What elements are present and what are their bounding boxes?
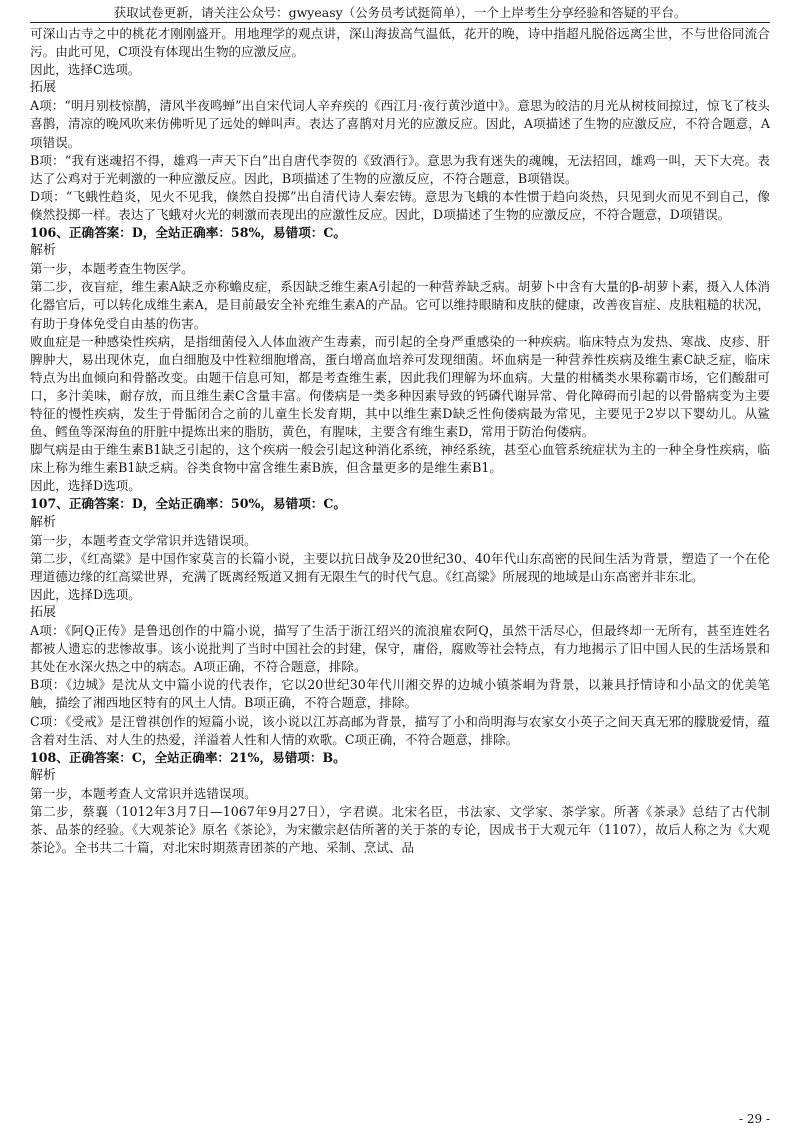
paragraph: A项：《阿Q正传》是鲁迅创作的中篇小说，描写了生活于浙江绍兴的流浪雇农阿Q，虽然干活尽心，但最终却一无所有，甚至连姓名都被人遗忘的悲惨故事。该小说批判了当时中国社会的封建，保守，庸俗，腐败等社会特点，有力地揭示了旧中国人民的生活场景和其处在水深火热之中的病态。A项正确，不符合题意，排除。 [30,623,770,675]
paragraph: 第一步，本题考查文学常识并选错误项。 [30,532,257,548]
paragraph: 第一步，本题考查生物医学。 [30,261,194,277]
paragraph: 第一步，本题考查人文常识并选错误项。 [30,785,257,801]
section-label: 解析 [30,514,57,530]
section-label: 解析 [30,243,57,259]
section-label: 拓展 [30,80,57,96]
paragraph: 第二步，夜盲症，维生素A缺乏亦称蟾皮症，系因缺乏维生素A引起的一种营养缺乏病。胡萝卜中含有大量的β-胡萝卜素，摄入人体消化器官后，可以转化成维生素A，是目前最安全补充维生素A的产品。它可以维持眼睛和皮肤的健康，改善夜盲症、皮肤粗糙的状况，有助于身体免受自由基的伤害。 [30,279,770,331]
paragraph: 因此，选择C选项。 [30,62,141,78]
paragraph: 第二步，蔡襄（1012年3月7日—1067年9月27日），字君谟。北宋名臣，书法家、文学家、茶学家。所著《茶录》总结了古代制茶、品茶的经验。《大观茶论》原名《茶论》，为宋徽宗赵佶所著的关于茶的专论，因成书于大观元年（1107），故后人称之为《大观茶论》。全书共二十篇，对北宋时期蒸青团茶的产地、采制、烹试、品 [30,804,770,856]
page-number: - 29 - [738,1112,770,1126]
page-header: 获取试卷更新，请关注公众号：gwyeasy（公务员考试挺简单），一个上岸考生分享经验和答疑的平台。 [30,4,770,23]
paragraph: D项：“飞蛾性趋炎，见火不见我，倏然自投掷”出自清代诗人秦宏铸。意思为飞蛾的本性惯于趋向炎热，只见到火而见不到自己，像倏然投掷一样。表达了飞蛾对火光的刺激而表现出的应激性反应。因此，D项描述了生物的应激反应，不符合题意，D项错误。 [30,188,770,222]
paragraph: 第二步，《红高粱》是中国作家莫言的长篇小说，主要以抗日战争及20世纪30、40年代山东高密的民间生活为背景，塑造了一个在伦理道德边缘的红高粱世界，充满了既离经叛道又拥有无限生气的时代气息。《红高粱》所展现的地域是山东高密并非东北。 [30,550,770,584]
section-label: 解析 [30,767,57,783]
paragraph: 因此，选择D选项。 [30,478,141,494]
paragraph: 因此，选择D选项。 [30,586,141,602]
paragraph: C项：《受戒》是汪曾祺创作的短篇小说，该小说以江苏高邮为背景，描写了小和尚明海与农家女小英子之间天真无邪的朦胧爱情，蕴含着对生活、对人生的热爱，洋溢着人性和人情的欢歌。C项正确，不符合题意，排除。 [30,713,770,747]
paragraph: B项：“我有迷魂招不得，雄鸡一声天下白”出自唐代李贺的《致酒行》。意思为我有迷失的魂魄，无法招回，雄鸡一叫，天下大亮。表达了公鸡对于光刺激的一种应激反应。因此，B项描述了生物的应激反应，不符合题意，B项错误。 [30,152,770,186]
paragraph: 败血症是一种感染性疾病，是指细菌侵入人体血液产生毒素，而引起的全身严重感染的一种疾病。临床特点为发热、寒战、皮疹、肝脾肿大，易出现休克，血白细胞及中性粒细胞增高，蛋白增高血培养可发现细菌。坏血病是一种营养性疾病及维生素C缺乏症，临床特点为出血倾向和骨骼改变。由题干信息可知，都是考查维生素，因此我们理解为坏血病。大量的柑橘类水果称霸市场，它们酸甜可口，多汁美味，耐存放，而且维生素C含量丰富。佝偻病是一类多种因素导致的钙磷代谢异常、骨化障碍而引起的以骨骼病变为主要特征的慢性疾病，发生于骨骺闭合之前的儿童生长发育期，其中以维生素D缺乏性佝偻病最为常见，主要见于2岁以下婴幼儿。从鲨鱼、鳕鱼等深海鱼的肝脏中提炼出来的脂肪，黄色，有腥味，主要含有维生素D，常用于防治佝偻病。 [30,333,770,440]
question-answer-heading: 108、正确答案：C，全站正确率：21%，易错项：B。 [30,749,346,765]
question-answer-heading: 106、正确答案：D，全站正确率：58%，易错项：C。 [30,225,347,241]
paragraph: 脚气病是由于维生素B1缺乏引起的，这个疾病一般会引起这种消化系统，神经系统，甚至心血管系统症状为主的一种全身性疾病，临床上称为维生素B1缺乏病。谷类食物中富含维生素B族，但含量更多的是维生素B1。 [30,442,770,476]
paragraph: B项：《边城》是沈从文中篇小说的代表作，它以20世纪30年代川湘交界的边城小镇茶峒为背景，以兼具抒情诗和小品文的优美笔触，描绘了湘西地区特有的风土人情。B项正确，不符合题意，排除。 [30,677,770,711]
paragraph: A项：“明月别枝惊鹊，清风半夜鸣蝉”出自宋代词人辛弃疾的《西江月·夜行黄沙道中》。意思为皎洁的月光从树枝间掠过，惊飞了枝头喜鹊，清凉的晚风吹来仿佛听见了远处的蝉叫声。表达了喜鹊对月光的应激反应。因此，A项描述了生物的应激反应，不符合题意，A项错误。 [30,98,770,150]
section-label: 拓展 [30,605,57,620]
question-answer-heading: 107、正确答案：D，全站正确率：50%，易错项：C。 [30,496,347,512]
paragraph: 可深山古寺之中的桃花才刚刚盛开。用地理学的观点讲，深山海拔高气温低，花开的晚，诗中指超凡脱俗远离尘世，不与世俗同流合污。由此可见，C项没有体现出生物的应激反应。 [30,26,770,60]
document-body [30,25,770,857]
